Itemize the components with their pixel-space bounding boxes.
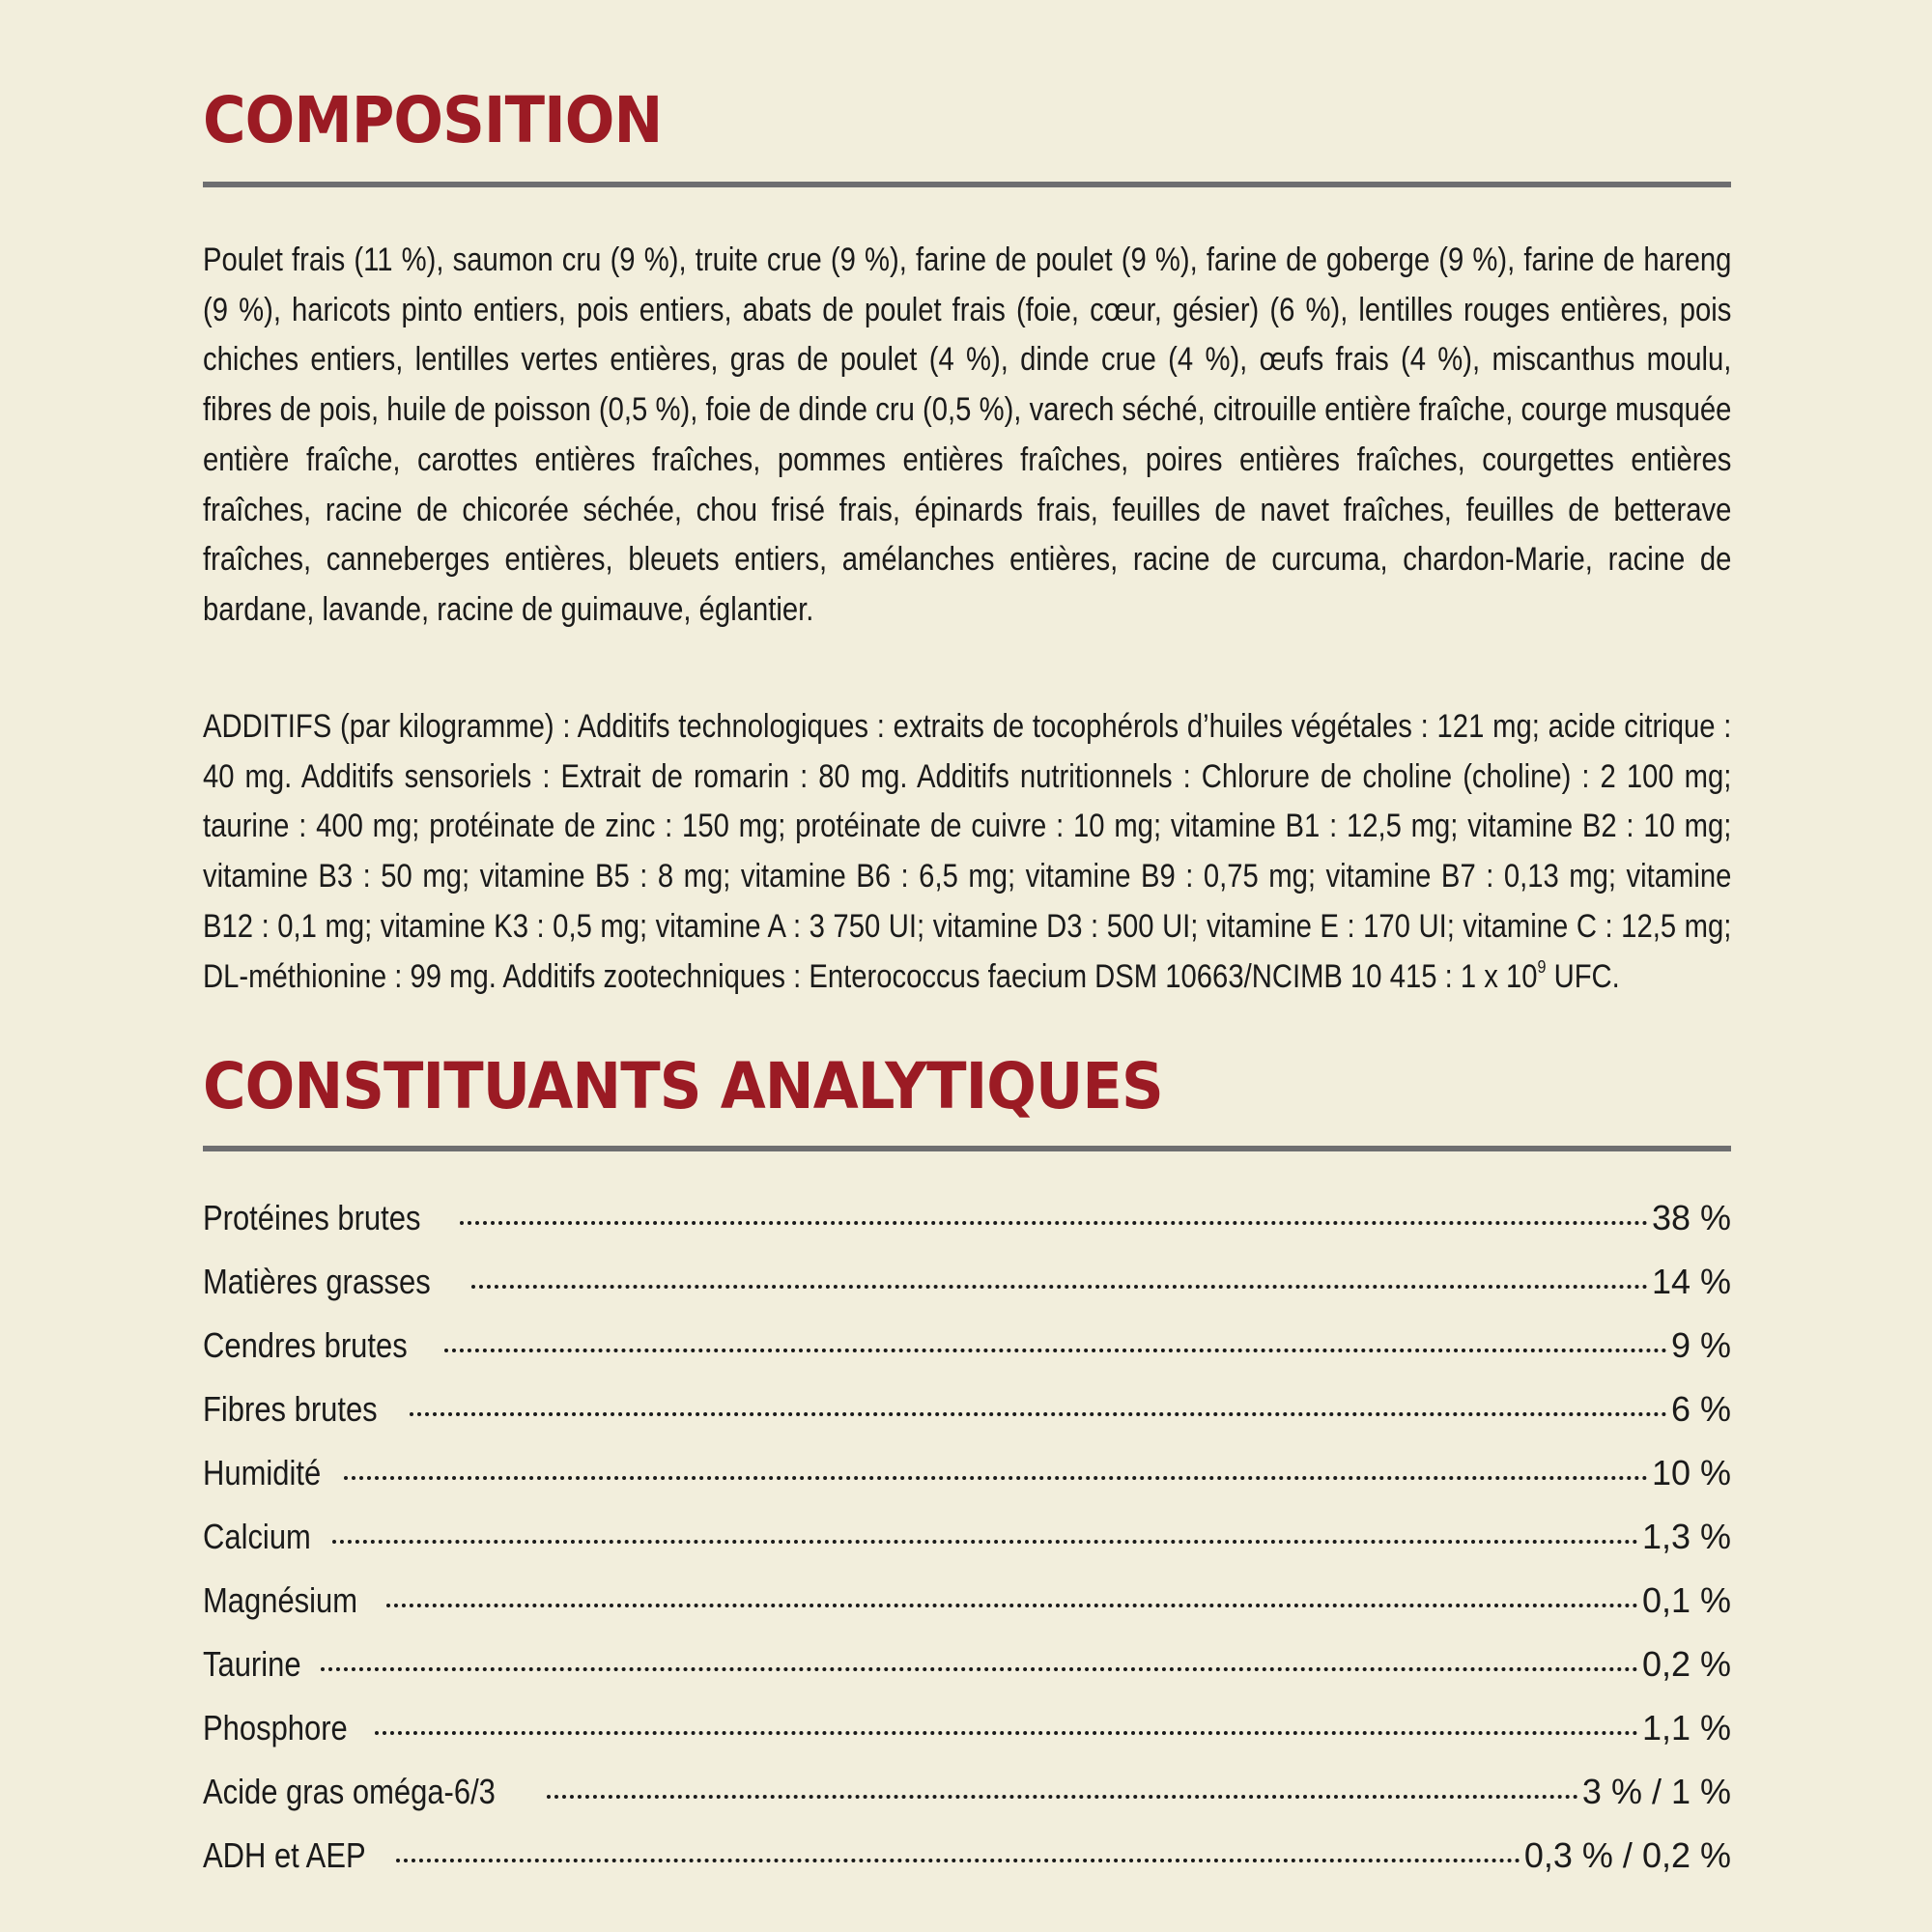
table-row [203,1325,1731,1389]
additives-end: UFC. [1546,957,1620,995]
constituents-divider [203,1146,1731,1151]
table-row [203,1708,1731,1772]
row-value: 14 % [1651,1262,1731,1301]
analytical-constituents-heading: CONSTITUANTS ANALYTIQUES [203,1049,1163,1123]
composition-divider [203,182,1731,187]
table-row [203,1517,1731,1580]
row-label: Protéines brutes [203,1198,421,1237]
dot-leader [547,1795,1578,1799]
dot-leader [332,1540,1638,1544]
row-value: 10 % [1651,1453,1731,1492]
row-label: ADH et AEP [203,1835,366,1875]
additives-paragraph [203,702,1731,1002]
row-value: 38 % [1651,1198,1731,1237]
dot-leader [460,1221,1648,1225]
row-label: Phosphore [203,1708,348,1747]
dot-leader [375,1731,1638,1735]
dot-leader [396,1859,1520,1862]
row-value: 0,2 % [1641,1644,1731,1684]
dot-leader [444,1349,1667,1352]
row-value: 6 % [1670,1389,1731,1429]
row-value: 0,1 % [1641,1580,1731,1620]
row-label: Taurine [203,1644,301,1684]
exponent: 9 [1537,955,1547,977]
table-row [203,1772,1731,1835]
row-label: Magnésium [203,1580,358,1620]
ingredients-paragraph: Poulet frais (11 %), saumon cru (9 %), truite crue (9 %), farine de poulet (9 %), farine de goberge (9 %), farine de hareng (9 %), haricots pinto entiers, pois entiers, abats de poulet frais (foie, cœur, gésier) (6 %), lentilles rouges entières, pois chiches entiers, lentilles vertes entières, gras de poulet (4 %), dinde crue (4 %), œufs frais (4 %), miscanthus moulu, fibres de pois, huile de poisson (0,5 %), foie de dinde cru (0,5 %), varech séché, citrouille entière fraîche, courge musquée entière fraîche, carottes entières fraîches, pommes entières fraîches, poires entières fraîches, courgettes entières fraîches, racine de chicorée séchée, chou frisé frais, épinards frais, feuilles de navet fraîches, feuilles de betterave fraîches, canneberges entières, bleuets entiers, amélanches entières, racine de curcuma, chardon-Marie, racine de bardane, lavande, racine de guimauve, églantier. [203,242,1732,628]
dot-leader [471,1285,1648,1289]
row-value: 0,3 % / 0,2 % [1523,1835,1731,1875]
table-row [203,1835,1731,1899]
composition-heading: COMPOSITION [203,83,663,157]
table-row [203,1644,1731,1708]
row-value: 3 % / 1 % [1581,1772,1731,1811]
table-row [203,1389,1731,1453]
row-label: Matières grasses [203,1262,431,1301]
row-label: Humidité [203,1453,322,1492]
analytical-constituents-table [203,1198,1731,1899]
table-row [203,1198,1731,1262]
row-value: 1,3 % [1641,1517,1731,1556]
table-row [203,1580,1731,1644]
table-row [203,1453,1731,1517]
row-label: Acide gras oméga-6/3 [203,1772,496,1811]
dot-leader [410,1412,1667,1416]
table-row [203,1262,1731,1325]
additives-text: ADDITIFS (par kilogramme) : Additifs technologiques : extraits de tocophérols d’huiles végétales : 121 mg; acide citrique : 40 mg. Additifs sensoriels : Extrait de romarin : 80 mg. Additifs nutritionnels : Chlorure de choline (choline) : 2 100 mg; taurine : 400 mg; protéinate de zinc : 150 mg; protéinate de cuivre : 10 mg; vitamine B1 : 12,5 mg; vitamine B2 : 10 mg; vitamine B3 : 50 mg; vitamine B5 : 8 mg; vitamine B6 : 6,5 mg; vitamine B9 : 0,75 mg; vitamine B7 : 0,13 mg; vitamine B12 : 0,1 mg; vitamine K3 : 0,5 mg; vitamine A : 3 750 UI; vitamine D3 : 500 UI; vitamine E : 170 UI; vitamine C : 12,5 mg; DL-méthionine : 99 mg. Additifs zootechniques : Enterococcus faecium DSM 10663/NCIMB 10 415 : 1 x 10 [203,708,1732,995]
dot-leader [344,1476,1648,1480]
dot-leader [386,1604,1638,1607]
row-label: Calcium [203,1517,311,1556]
row-label: Cendres brutes [203,1325,408,1365]
row-label: Fibres brutes [203,1389,378,1429]
dot-leader [321,1667,1638,1671]
row-value: 1,1 % [1641,1708,1731,1747]
row-value: 9 % [1670,1325,1731,1365]
